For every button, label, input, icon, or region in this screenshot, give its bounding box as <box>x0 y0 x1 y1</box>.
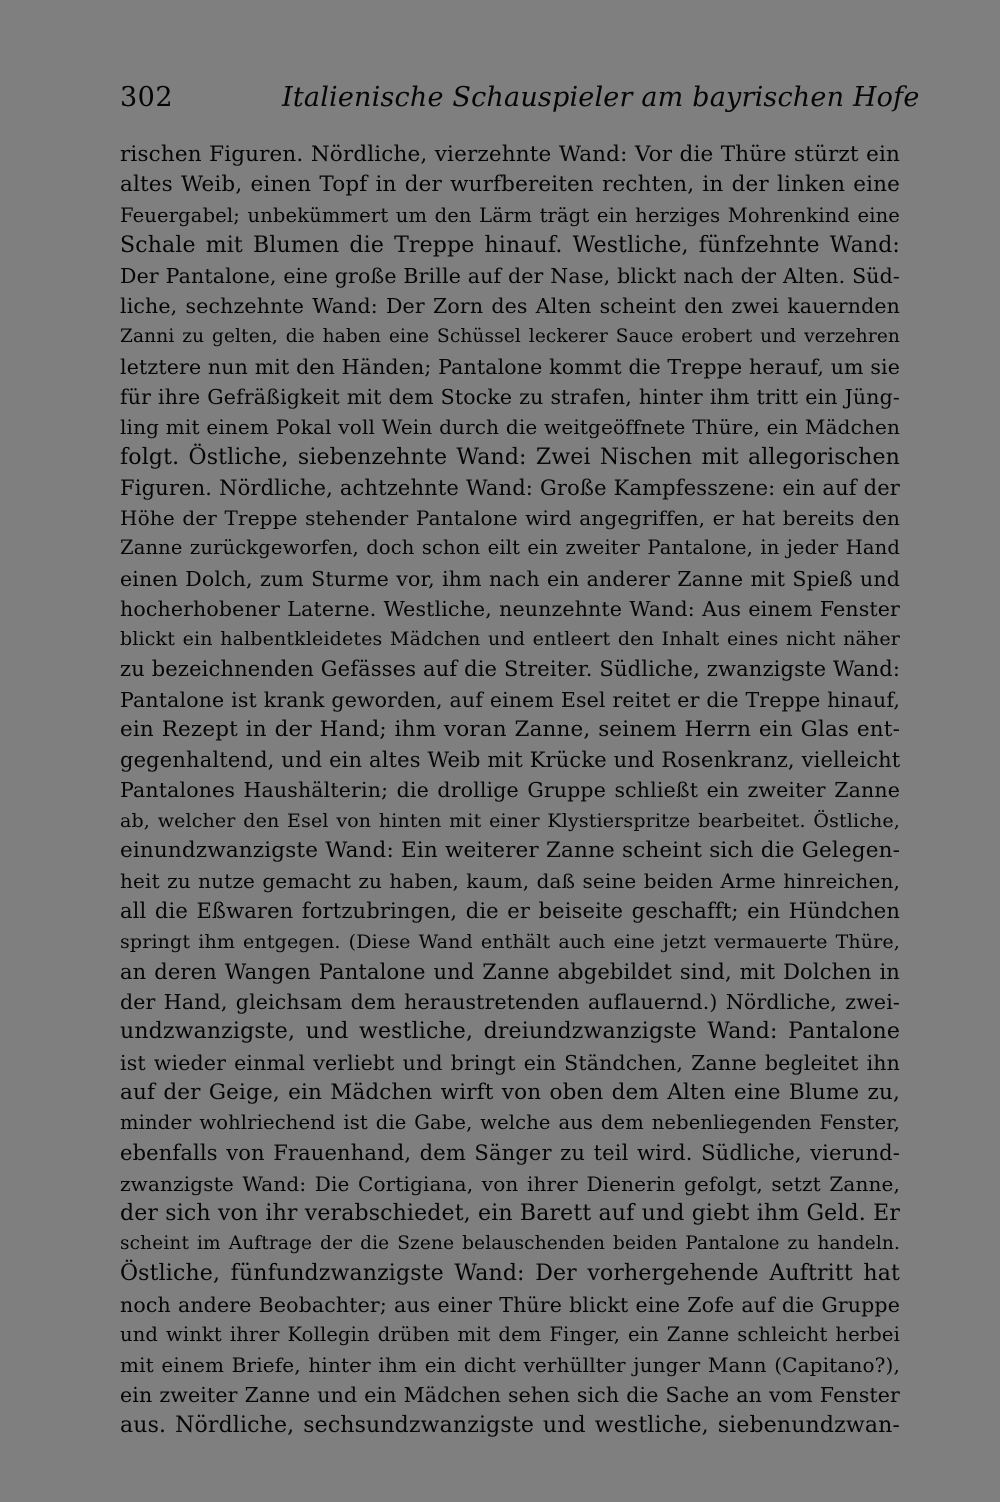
text-line: ein zweiter Zanne und ein Mädchen sehen sich die Sache an vom Fenster <box>120 1383 900 1408</box>
text-line: Pantalones Haushälterin; die drollige Gruppe schließt ein zweiter Zanne <box>120 778 900 803</box>
text-line: der sich von ihr verabschiedet, ein Barett auf und giebt ihm Geld. Er <box>120 1200 900 1226</box>
text-line: scheint im Auftrage der die Szene belauschenden beiden Pantalone zu handeln. <box>120 1233 900 1254</box>
text-line: ling mit einem Pokal voll Wein durch die weitgeöffnete Thüre, ein Mädchen <box>120 415 900 440</box>
text-line: einen Dolch, zum Sturme vor, ihm nach ein anderer Zanne mit Spieß und <box>120 566 900 591</box>
text-line: all die Eßwaren fortzubringen, die er beiseite geschafft; ein Hündchen <box>120 899 900 924</box>
text-line: gegenhaltend, und ein altes Weib mit Krücke und Rosenkranz, vielleicht <box>120 748 901 772</box>
running-title: Italienische Schauspieler am bayrischen Hofe <box>282 82 920 113</box>
text-line: hocherhobener Laterne. Westliche, neunzehnte Wand: Aus einem Fenster <box>120 596 900 621</box>
text-line: ebenfalls von Frauenhand, dem Sänger zu teil wird. Südliche, vierund- <box>120 1141 900 1166</box>
page-header <box>120 82 920 122</box>
text-line: für ihre Gefräßigkeit mit dem Stocke zu strafen, hinter ihm tritt ein Jüng- <box>120 385 900 409</box>
text-line: und winkt ihrer Kollegin drüben mit dem Finger, ein Zanne schleicht herbei <box>120 1322 900 1346</box>
text-line: heit zu nutze gemacht zu haben, kaum, daß seine beiden Arme hinreichen, <box>120 869 900 893</box>
text-line: der Hand, gleichsam dem heraustretenden auflauernd.) Nördliche, zwei- <box>120 990 900 1014</box>
text-line: folgt. Östliche, siebenzehnte Wand: Zwei Nischen mit allegorischen <box>120 444 900 470</box>
body-text <box>120 140 900 1441</box>
text-line: Östliche, fünfundzwanzigste Wand: Der vorhergehende Auftritt hat <box>120 1261 900 1287</box>
text-line: zwanzigste Wand: Die Cortigiana, von ihrer Dienerin gefolgt, setzt Zanne, <box>120 1171 900 1196</box>
text-line: rischen Figuren. Nördliche, vierzehnte Wand: Vor die Thüre stürzt ein <box>120 142 900 167</box>
text-line: zu bezeichnenden Gefässes auf die Streiter. Südliche, zwanzigste Wand: <box>120 657 901 682</box>
text-line: Zanne zurückgeworfen, doch schon eilt ein zweiter Pantalone, in jeder Hand <box>120 536 900 560</box>
text-line: an deren Wangen Pantalone und Zanne abgebildet sind, mit Dolchen in <box>120 959 900 984</box>
text-line: ein Rezept in der Hand; ihm voran Zanne, seinem Herrn ein Glas ent- <box>120 716 900 742</box>
text-line: letztere nun mit den Händen; Pantalone kommt die Treppe herauf, um sie <box>120 354 900 379</box>
text-line: Zanni zu gelten, die haben eine Schüssel leckerer Sauce erobert und verzehren <box>120 325 900 347</box>
text-line: minder wohlriechend ist die Gabe, welche aus dem nebenliegenden Fenster, <box>120 1111 900 1134</box>
text-line: ist wieder einmal verliebt und bringt ein Ständchen, Zanne begleitet ihn <box>120 1050 900 1075</box>
text-line: Höhe der Treppe stehender Pantalone wird angegriffen, er hat bereits den <box>120 506 900 530</box>
text-line: aus. Nördliche, sechsundzwanzigste und westliche, siebenundzwan- <box>120 1412 900 1438</box>
page-number: 302 <box>120 82 174 113</box>
text-line: blickt ein halbentkleidetes Mädchen und entleert den Inhalt eines nicht näher <box>120 628 900 650</box>
text-line: Pantalone ist krank geworden, auf einem Esel reitet er die Treppe hinauf, <box>120 687 900 712</box>
text-line: Schale mit Blumen die Treppe hinauf. Westliche, fünfzehnte Wand: <box>120 232 900 258</box>
text-line: altes Weib, einen Topf in der wurfbereiten rechten, in der linken eine <box>120 172 900 198</box>
text-line: liche, sechzehnte Wand: Der Zorn des Alten scheint den zwei kauernden <box>120 294 900 319</box>
text-line: undzwanzigste, und westliche, dreiundzwanzigste Wand: Pantalone <box>120 1019 900 1045</box>
text-line: Feuergabel; unbekümmert um den Lärm trägt ein herziges Mohrenkind eine <box>120 203 900 227</box>
text-line: noch andere Beobachter; aus einer Thüre blickt eine Zofe auf die Gruppe <box>120 1292 900 1317</box>
text-line: auf der Geige, ein Mädchen wirft von oben dem Alten eine Blume zu, <box>120 1079 900 1105</box>
text-line: einundzwanzigste Wand: Ein weiterer Zanne scheint sich die Gelegen- <box>120 837 900 863</box>
text-line: Figuren. Nördliche, achtzehnte Wand: Große Kampfesszene: ein auf der <box>120 475 900 500</box>
text-line: mit einem Briefe, hinter ihm ein dicht verhüllter junger Mann (Capitano?), <box>120 1353 900 1377</box>
text-line: Der Pantalone, eine große Brille auf der Nase, blickt nach der Alten. Süd- <box>120 264 900 288</box>
text-line: springt ihm entgegen. (Diese Wand enthält auch eine jetzt vermauerte Thüre, <box>120 930 900 953</box>
text-line: ab, welcher den Esel von hinten mit einer Klystierspritze bearbeitet. Östliche, <box>120 809 900 832</box>
